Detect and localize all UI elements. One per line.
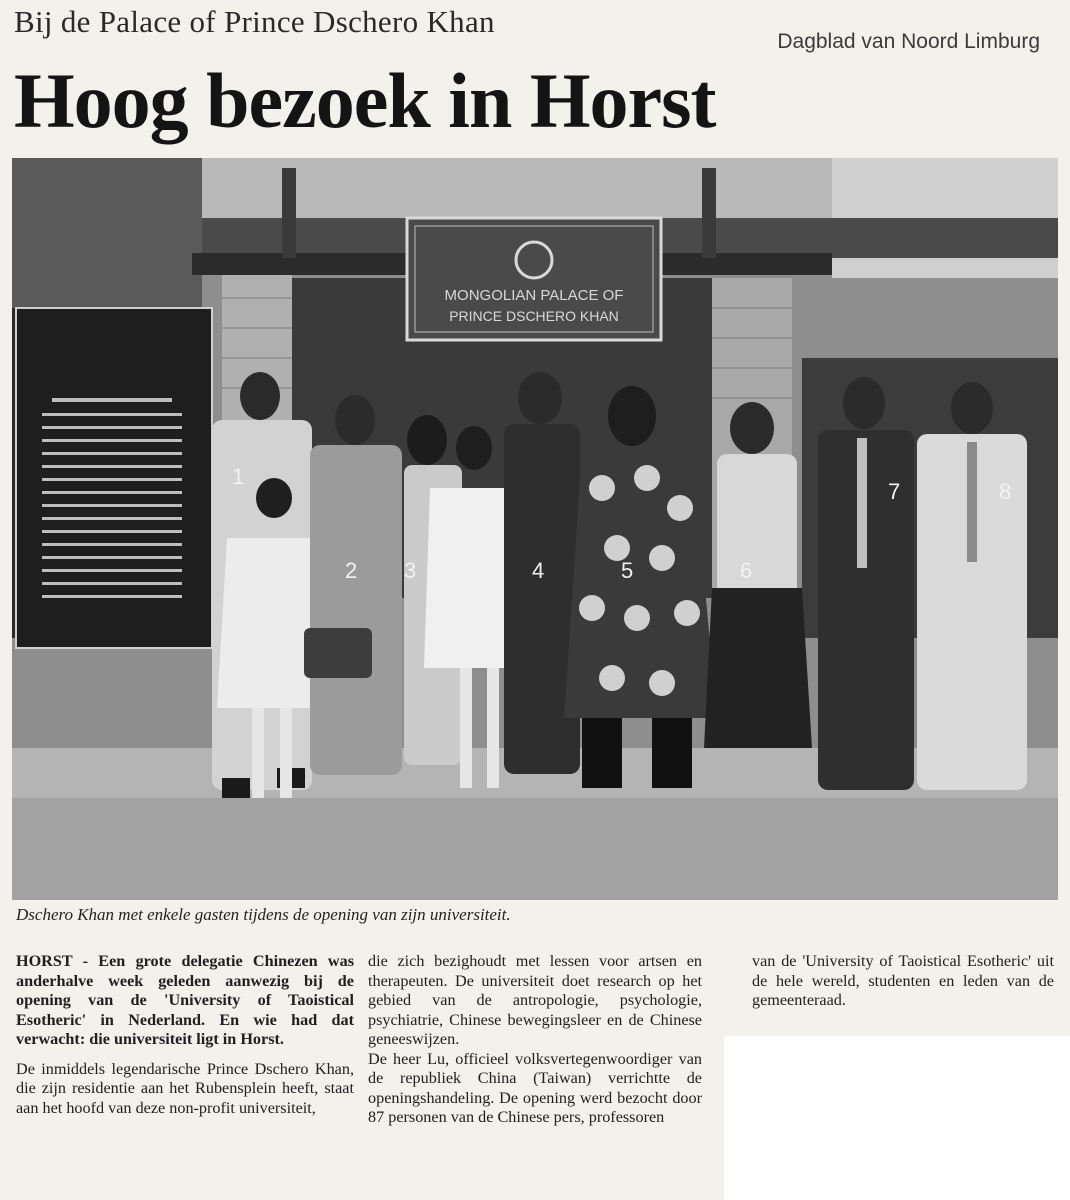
person-number-8: 8 <box>999 479 1012 504</box>
person-number-1: 1 <box>232 464 245 489</box>
article-paragraph-4: van de 'University of Taoistical Esotheric' uit de hele wereld, studenten en leden van de gemeenteraad. <box>752 952 1054 1009</box>
article-kicker: Bij de Palace of Prince Dschero Khan <box>14 4 495 39</box>
article-headline: Hoog bezoek in Horst <box>14 57 716 144</box>
article-lead: HORST - Een grote delegatie Chinezen was anderhalve week geleden aanwezig bij de opening van de 'University of Taoistical Esotheric' in Nederland. En wie had dat verwacht: die universiteit ligt in Horst. <box>16 952 354 1048</box>
sign-line-1: MONGOLIAN PALACE OF <box>444 287 624 304</box>
article-photo <box>12 158 1058 900</box>
article-column-1 <box>16 952 354 1118</box>
person-number-7: 7 <box>888 479 901 504</box>
article-paragraph-2: die zich bezighoudt met lessen voor artsen en therapeuten. De universiteit doet research op het gebied van de antropologie, psychologie, psychiatrie, Chinese bewegingsleer en de Chinese geneeswijzen. <box>368 952 702 1048</box>
person-number-2: 2 <box>345 558 358 583</box>
article-paragraph-1: De inmiddels legendarische Prince Dschero Khan, die zijn residentie aan het Rubensplein heeft, staat aan het hoofd van deze non-profit universiteit, <box>16 1059 354 1117</box>
photo-caption: Dschero Khan met enkele gasten tijdens de opening van zijn universiteit. <box>16 905 511 924</box>
sign-line-2: PRINCE DSCHERO KHAN <box>449 308 619 324</box>
blank-area <box>724 1036 1070 1200</box>
newspaper-source: Dagblad van Noord Limburg <box>777 30 1040 53</box>
article-paragraph-3: De heer Lu, officieel volksvertegenwoordiger van de republiek China (Taiwan) verrichtte de openingshandeling. De opening werd bezocht door 87 personen van de Chinese pers, professoren <box>368 1049 702 1126</box>
person-number-5: 5 <box>621 558 634 583</box>
person-number-3: 3 <box>404 558 417 583</box>
article-column-2 <box>368 952 702 1128</box>
article-column-3 <box>752 952 1054 1011</box>
person-number-4: 4 <box>532 558 545 583</box>
person-number-6: 6 <box>740 558 753 583</box>
photo-illustration <box>12 158 1058 900</box>
